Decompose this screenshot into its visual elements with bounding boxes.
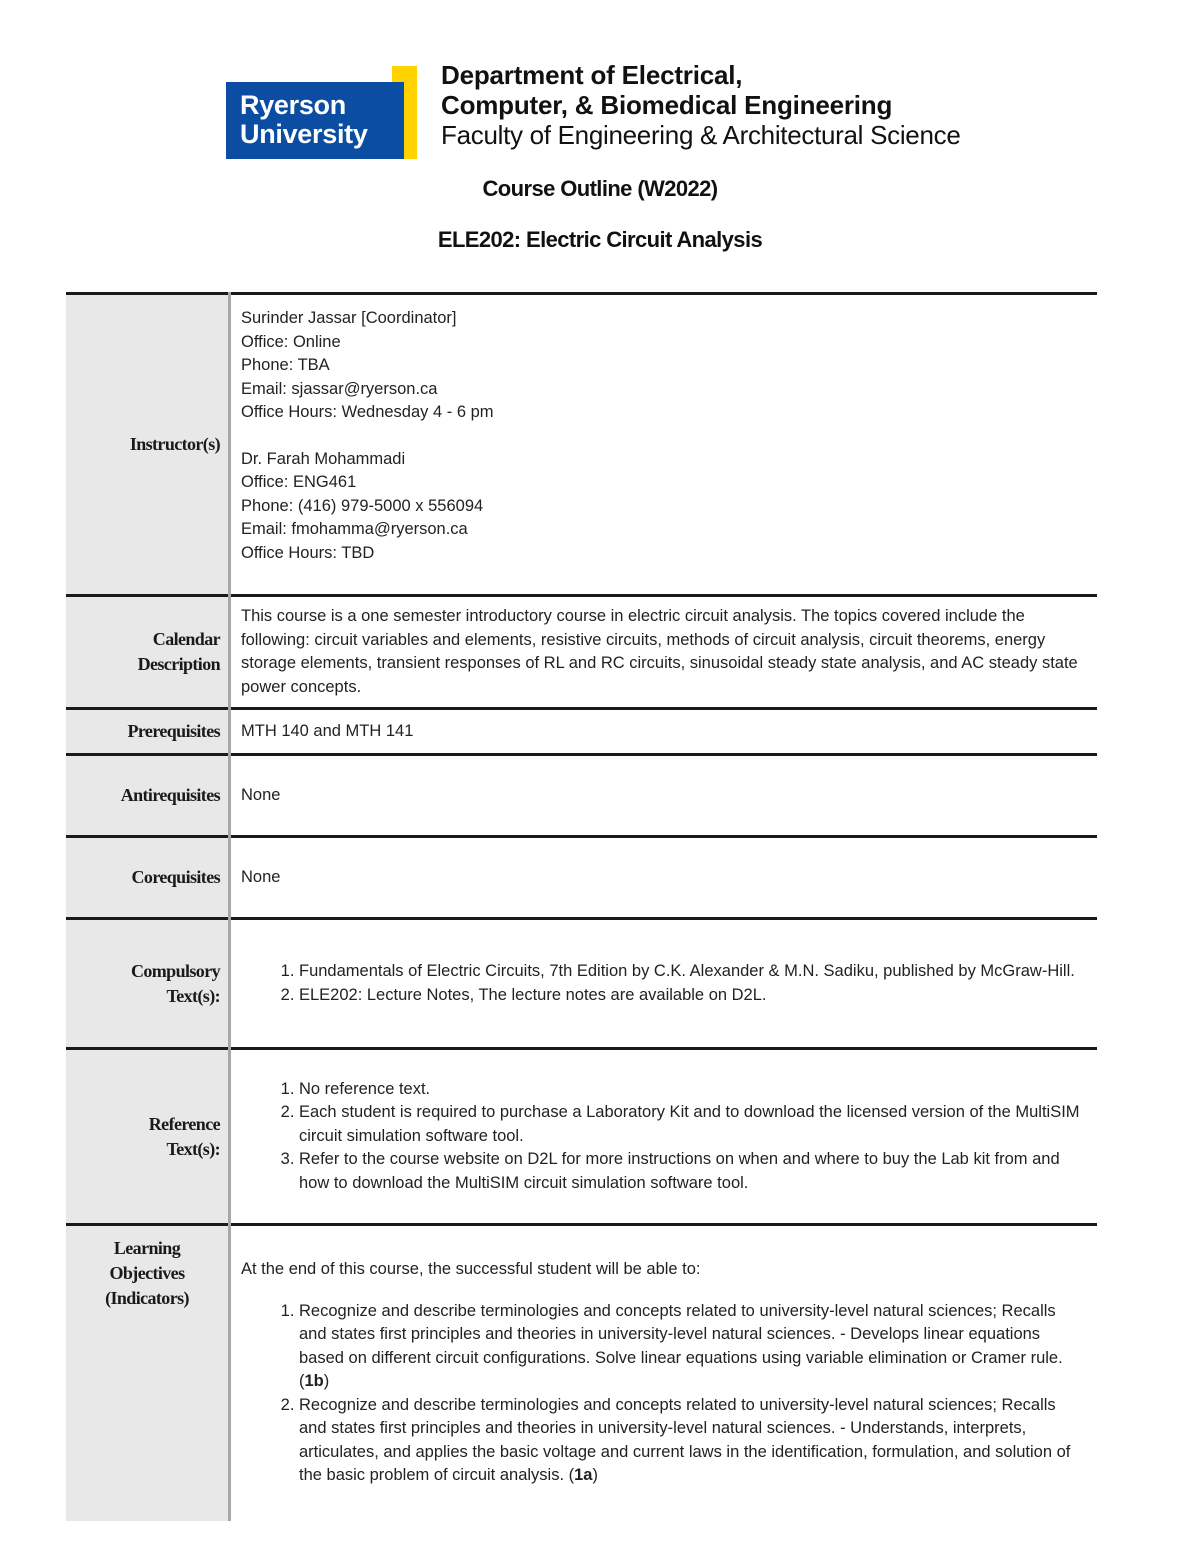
list-item: 1. Fundamentals of Electric Circuits, 7th Edition by C.K. Alexander & M.N. Sadiku, published by McGraw-Hill.: [299, 960, 1083, 984]
label-line: (Indicators): [105, 1288, 189, 1308]
row-corequisites: [66, 837, 1097, 919]
compulsory-texts-cell: [230, 919, 1098, 1049]
spacer: [241, 425, 1083, 448]
instructor-1-phone: Phone: TBA: [241, 356, 330, 374]
row-prerequisites: [66, 709, 1097, 755]
list-item: 3. Refer to the course website on D2L for more instructions on when and where to buy the Lab kit from and how to download the MultiSIM circuit simulation software tool.: [299, 1148, 1083, 1195]
objectives-intro: At the end of this course, the successful student will be able to:: [241, 1260, 701, 1278]
reference-texts-cell: [230, 1049, 1098, 1225]
university-logo: [226, 82, 404, 159]
calendar-description-text: This course is a one semester introductory course in electric circuit analysis. The topics covered include the following: circuit variables and elements, resistive circuits, methods of circuit analysis, circuit theorems, energy storage elements, transient responses of RL and RC circuits, sinusoidal steady state analysis, and AC steady state power concepts.: [241, 607, 1078, 696]
indicator-code: 1b: [304, 1372, 324, 1390]
antirequisites-text: None: [241, 785, 281, 804]
learning-objectives-cell: [230, 1225, 1098, 1521]
objectives-list: [241, 1300, 1083, 1488]
label-line: Reference: [148, 1113, 220, 1134]
objective-text: Recognize and describe terminologies and concepts related to university-level natural sciences; Recalls and states first principles and theories in university-level natural sciences. - Understands, interprets, articulates, and applies the basic voltage and current laws in the identification, formulation, and solution of the basic problem of circuit analysis. (: [299, 1395, 1071, 1484]
logo-text: [240, 91, 368, 149]
instructors-cell: [230, 294, 1098, 596]
list-item: 1. No reference text.: [299, 1078, 1083, 1102]
instructor-2-phone: Phone: (416) 979-5000 x 556094: [241, 496, 484, 515]
department-line-1: Department of Electrical,: [441, 60, 743, 90]
label-compulsory-texts: [66, 919, 230, 1049]
label-line: Compulsory: [130, 960, 220, 981]
objective-close: ): [323, 1372, 330, 1390]
row-antirequisites: [66, 755, 1097, 837]
label-line: Calendar: [152, 629, 220, 649]
row-instructors: [66, 294, 1097, 596]
objective-close: ): [592, 1466, 598, 1484]
row-compulsory-texts: [66, 919, 1097, 1049]
logo-line-2: University: [240, 119, 368, 149]
instructor-1-email[interactable]: Email: sjassar@ryerson.ca: [241, 379, 438, 398]
corequisites-text: None: [241, 867, 281, 886]
label-line: Text(s):: [166, 985, 220, 1006]
label-antirequisites: Antirequisites: [66, 755, 230, 837]
faculty-name: Faculty of Engineering & Architectural Science: [441, 120, 961, 150]
instructor-2-hours: Office Hours: TBD: [241, 543, 375, 562]
label-instructors: Instructor(s): [66, 294, 230, 596]
row-learning-objectives: [66, 1225, 1097, 1521]
label-learning-objectives: [66, 1225, 230, 1521]
department-heading: [441, 60, 960, 150]
list-item: 2. Each student is required to purchase a Laboratory Kit and to download the licensed version of the MultiSIM circuit simulation software tool.: [299, 1101, 1083, 1148]
list-item: [299, 1394, 1083, 1488]
label-line: Learning: [113, 1238, 181, 1258]
instructor-1-office: Office: Online: [241, 332, 341, 351]
label-corequisites: Corequisites: [66, 837, 230, 919]
label-line: Objectives: [109, 1263, 185, 1283]
label-calendar-description: [66, 596, 230, 709]
logo-line-1: Ryerson: [240, 90, 346, 120]
course-title: ELE202: Electric Circuit Analysis: [437, 227, 763, 252]
label-prerequisites: Prerequisites: [66, 709, 230, 755]
list-item: 2. ELE202: Lecture Notes, The lecture notes are available on D2L.: [299, 984, 1083, 1008]
indicator-code: 1a: [574, 1466, 593, 1484]
objective-text: Recognize and describe terminologies and concepts related to university-level natural sciences; Recalls and states first principles and theories in university-level natural sciences. - Develops linear equations based on different circuit configurations. Solve linear equations using variable elimination or Cramer rule. (: [299, 1301, 1063, 1390]
list-item: [299, 1300, 1083, 1394]
row-calendar-description: [66, 596, 1097, 709]
department-line-2: Computer, & Biomedical Engineering: [441, 90, 893, 120]
instructor-2-email[interactable]: Email: fmohamma@ryerson.ca: [241, 520, 468, 538]
reference-texts-list: [241, 1078, 1083, 1196]
document-title: Course Outline (W2022): [482, 176, 718, 201]
compulsory-texts-list: [241, 960, 1083, 1007]
label-line: Description: [137, 654, 220, 674]
instructor-1-name: Surinder Jassar [Coordinator]: [241, 309, 457, 327]
label-line: Text(s):: [166, 1138, 220, 1159]
label-reference-texts: [66, 1049, 230, 1225]
course-outline-table: [66, 292, 1097, 1521]
row-reference-texts: [66, 1049, 1097, 1225]
instructor-2-name: Dr. Farah Mohammadi: [241, 449, 406, 468]
prerequisites-text: MTH 140 and MTH 141: [241, 721, 414, 740]
instructor-1-hours: Office Hours: Wednesday 4 - 6 pm: [241, 403, 494, 421]
instructor-2-office: Office: ENG461: [241, 473, 357, 491]
